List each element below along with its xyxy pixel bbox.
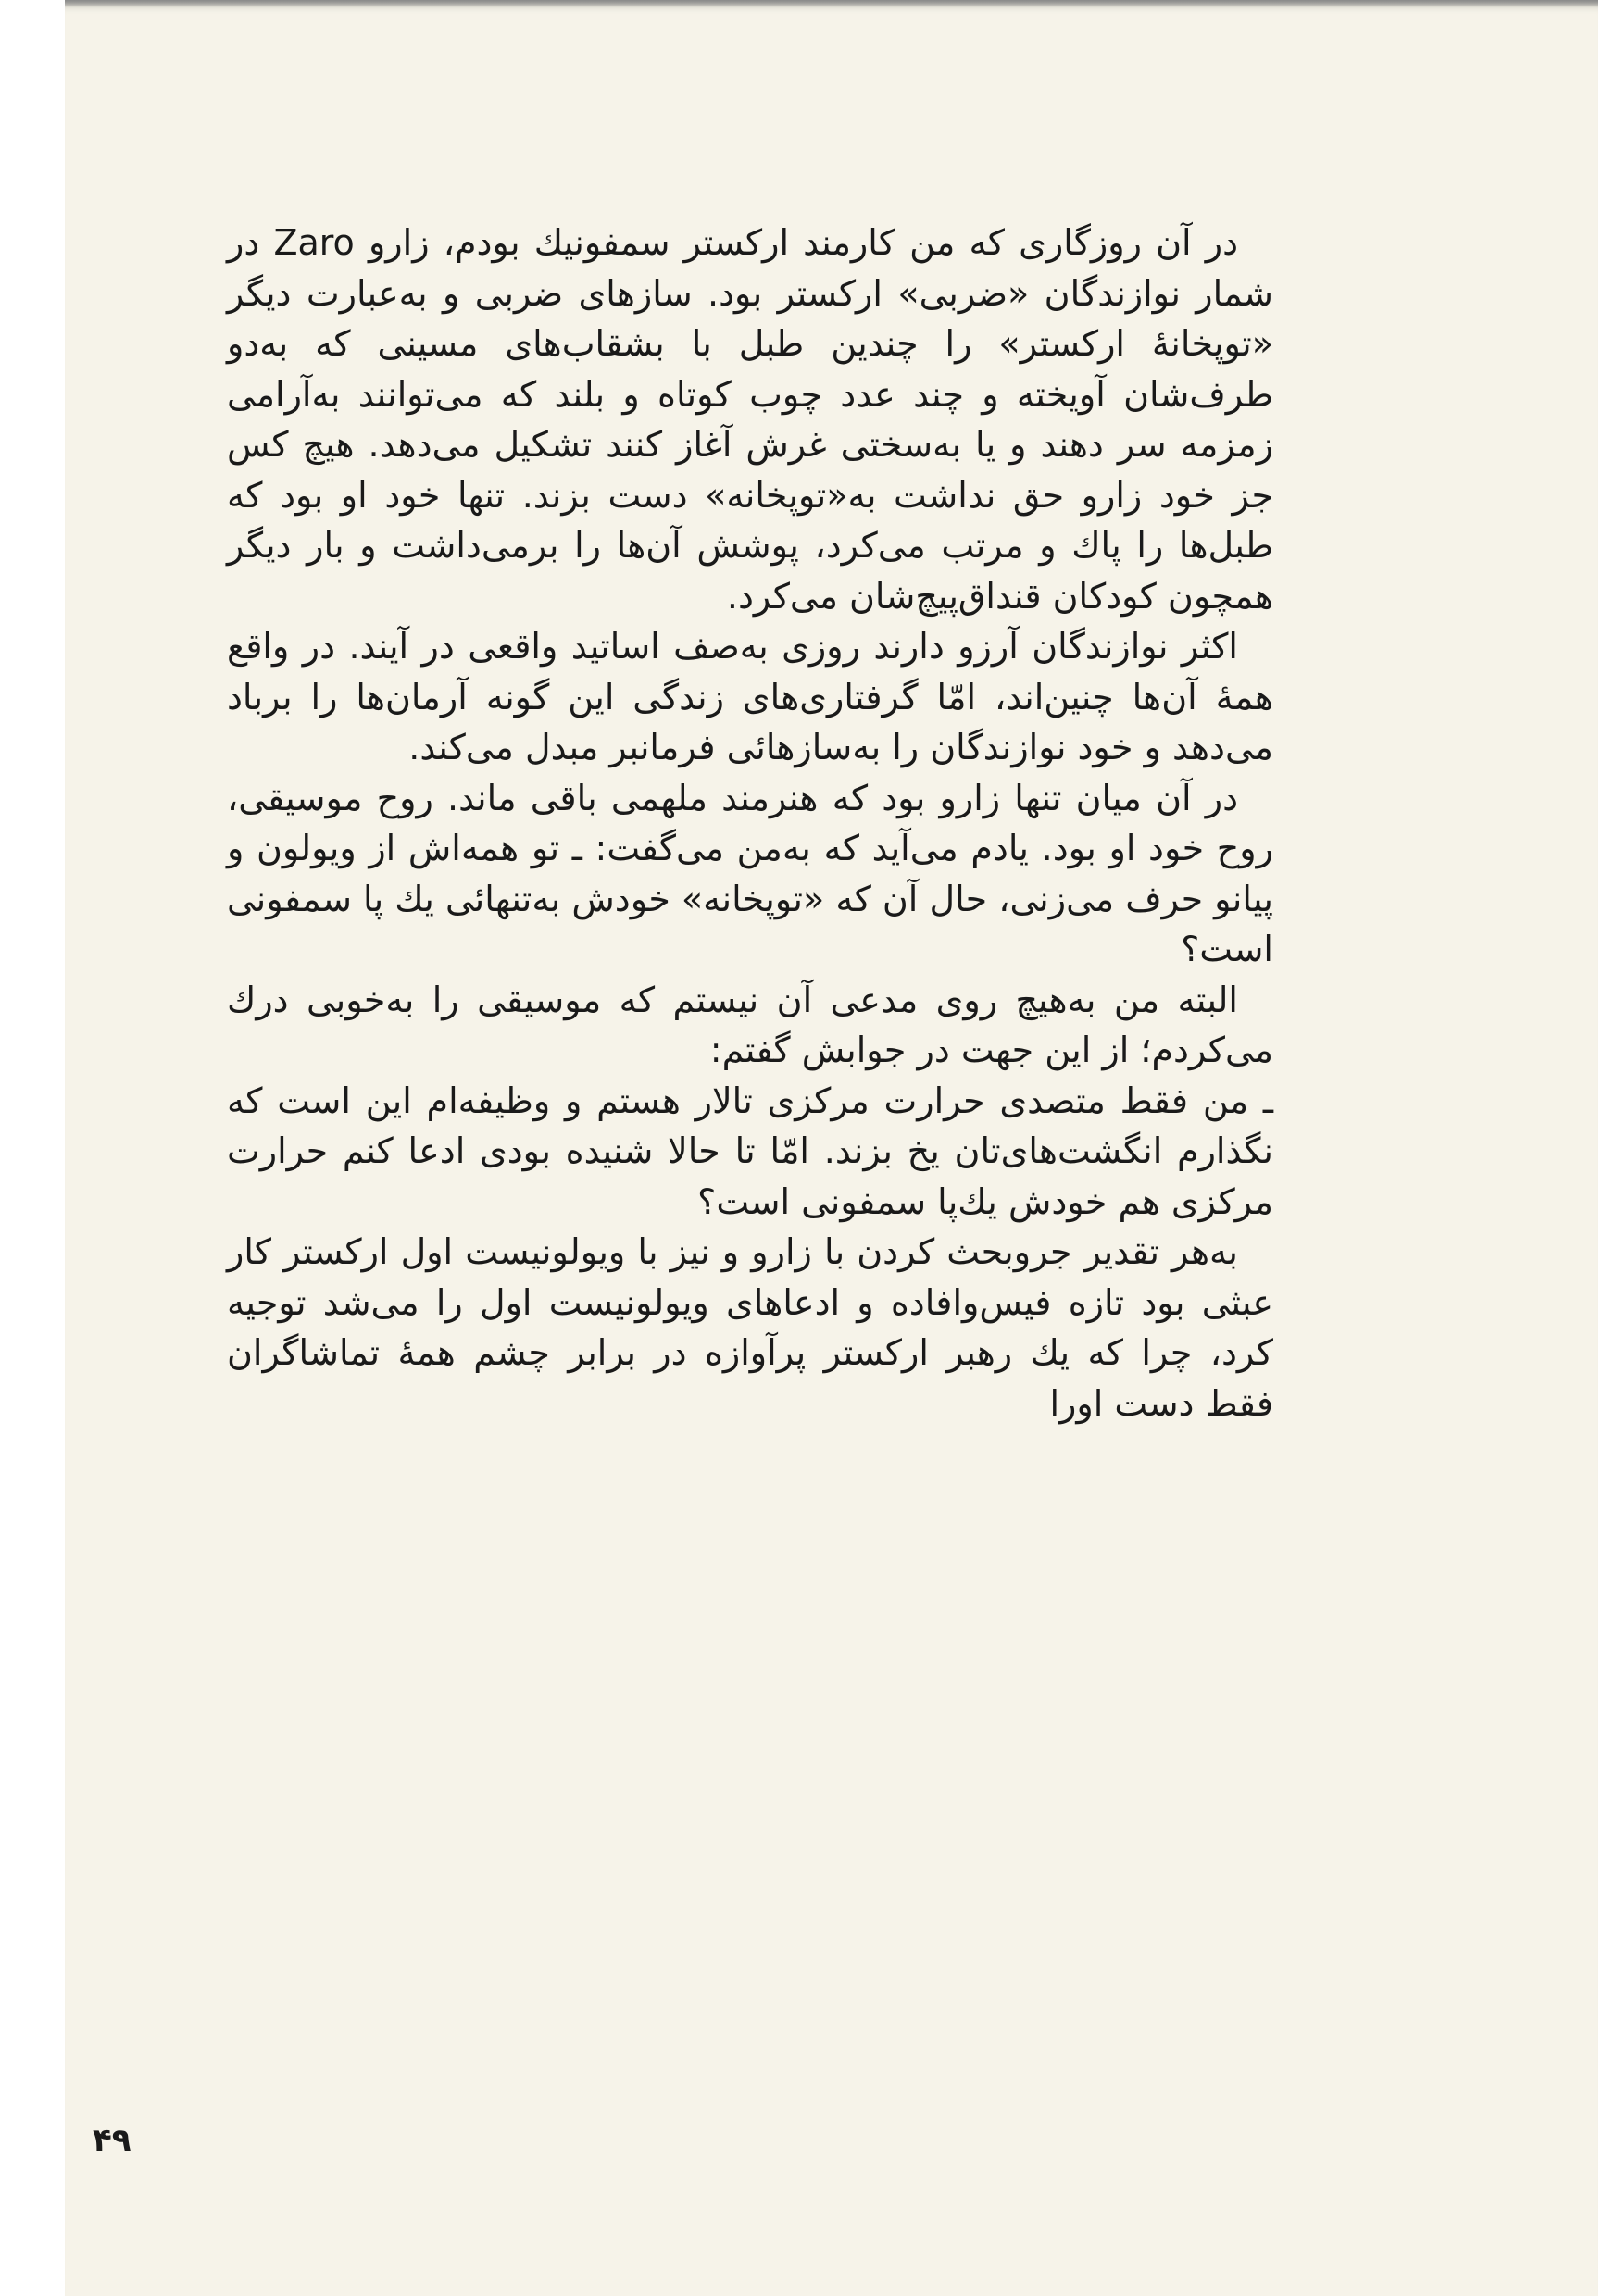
scan-top-edge xyxy=(65,0,1598,7)
page-number: ۴۹ xyxy=(93,2122,131,2159)
paragraph-6: به‌هر تقدیر جروبحث کردن با زارو و نیز با ویولونیست اول ارکستر کار عبثی بود تازه فیس‌وافاده و ادعاهای ویولونیست اول را می‌شد توجیه کرد، چرا که یك رهبر ارکستر پرآوازه در برابر چشم همهٔ تماشاگران فقط دست اورا xyxy=(227,1231,1273,1424)
paragraph-3: در آن میان تنها زارو بود که هنرمند ملهمی باقی ماند. روح موسیقی، روح خود او بود. یادم می‌آید که به‌من می‌گفت: ـ تو همه‌اش از ویولون و پیانو حرف می‌زنی، حال آن که «توپخانه» خودش به‌تنهائی یك پا سمفونی است؟ xyxy=(227,777,1273,969)
paragraph-1: در آن روزگاری که من کارمند ارکستر سمفونیك بودم، زارو Zaro در شمار نوازندگان «ضربی» ارکستر بود. سازهای ضربی و به‌عبارت دیگر «توپخانهٔ ارکستر» را چندین طبل با بشقاب‌های مسینی که به‌دو طرف‌شان آویخته و چند عدد چوب کوتاه و بلند که می‌توانند به‌آرامی زمزمه سر دهند و یا به‌سختی غرش آغاز کنند تشکیل می‌دهد. هیچ کس جز خود زارو حق نداشت به«توپخانه» دست بزند. تنها خود او بود که طبل‌ها را پاك و مرتب می‌کرد، پوشش آن‌ها را برمی‌داشت و بار دیگر همچون کودکان قنداق‌پیچ‌شان می‌کرد. xyxy=(227,222,1273,617)
paragraph-5: ـ من فقط متصدی حرارت مرکزی تالار هستم و وظیفه‌ام این است که نگذارم انگشت‌های‌تان یخ بزند. امّا تا حالا شنیده بودی ادعا کنم حرارت مرکزی هم خودش یك‌پا سمفونی است؟ xyxy=(227,1079,1273,1222)
paragraph-4: البته من به‌هیچ روی مدعی آن نیستم که موسیقی را به‌خوبی درك می‌کردم؛ از این جهت در جوابش گفتم: xyxy=(227,979,1273,1070)
paragraph-2: اکثر نوازندگان آرزو دارند روزی به‌صف اساتید واقعی در آیند. در واقع همهٔ آن‌ها چنین‌اند، امّا گرفتاری‌های زندگی این گونه آرمان‌ها را برباد می‌دهد و خود نوازندگان را به‌سازهائی فرمانبر مبدل می‌کند. xyxy=(227,626,1273,767)
body-text xyxy=(227,218,1273,1429)
